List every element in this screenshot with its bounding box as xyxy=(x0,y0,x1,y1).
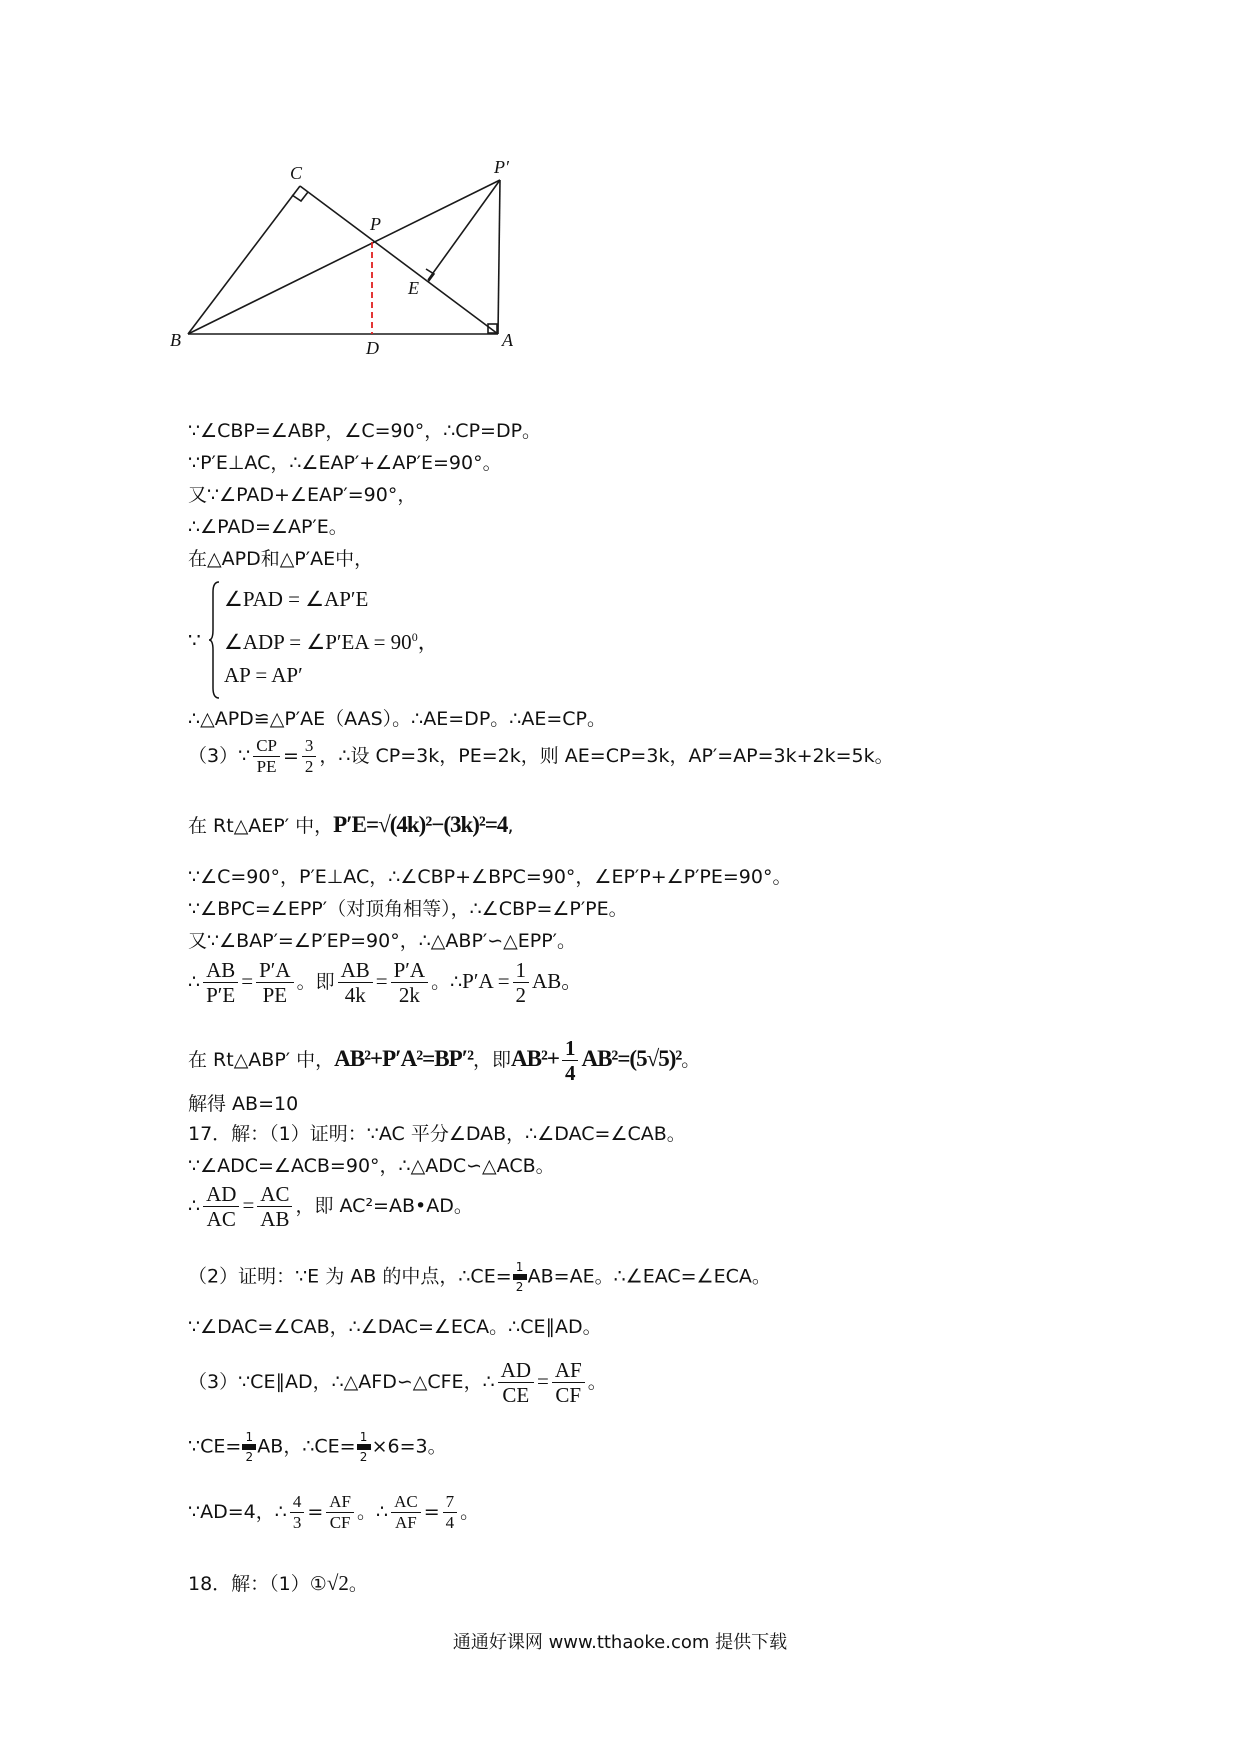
segment-P-prime-A xyxy=(498,180,500,334)
left-brace-icon xyxy=(208,580,220,700)
system-row-2: ∠ADP = ∠P′EA = $90^0$， xyxy=(224,630,439,654)
solution-line-21: ∵CE= 1 2 AB，∴CE= 1 2 ×6=3。 xyxy=(188,1430,447,1464)
segment-CA xyxy=(300,186,498,334)
solution-line-20: （3）∵CE∥AD，∴△AFD∽△CFE，∴ $\frac{AD}{CE}$ = $\frac{AF}{CF}$ 。 xyxy=(188,1358,607,1407)
label-E: E xyxy=(408,278,419,298)
solution-line-3: 又∵∠PAD+∠EAP′=90°， xyxy=(188,484,417,506)
solution-line-19: ∵∠DAC=∠CAB，∴∠DAC=∠ECA。∴CE∥AD。 xyxy=(188,1316,602,1338)
solution-line-8: 在 Rt△AEP′ 中，P′E=√(4k)²−(3k)²=4, xyxy=(188,812,514,837)
solution-line-5: 在△APD和△P′AE中， xyxy=(188,548,374,570)
solution-line-15: 17．解：（1）证明：∵AC 平分∠DAB，∴∠DAC=∠CAB。 xyxy=(188,1123,686,1145)
solution-line-13: 在 Rt△ABP′ 中，AB²+P′A²=BP′²，即AB²+ $\frac{1}{4}$ AB²=(5√5)²。 xyxy=(188,1036,701,1085)
geometry-figure xyxy=(170,157,600,405)
solution-line-14: 解得 AB=10 xyxy=(188,1093,299,1115)
solution-line-7: （3）∵ $\frac{CP}{PE}$ = $\frac{3}{2}$ ，∴设 CP=3k，PE=2k，则 AE=CP=3k，AP′=AP=3k+2k=5k。 xyxy=(188,736,894,776)
solution-line-17: ∴ $\frac{AD}{AC}$ = $\frac{AC}{AB}$ ，即 AC²=AB•AD。 xyxy=(188,1182,473,1231)
label-B: B xyxy=(170,330,181,350)
system-row-3: AP = AP′ xyxy=(224,663,303,687)
solution-line-10: ∵∠BPC=∠EPP′（对顶角相等），∴∠CBP=∠P′PE。 xyxy=(188,898,628,920)
solution-line-23: 18．解：（1）①√2。 xyxy=(188,1571,368,1595)
solution-line-2: ∵P′E⊥AC，∴∠EAP′+∠AP′E=90°。 xyxy=(188,452,502,474)
label-C: C xyxy=(290,163,303,183)
solution-line-11: 又∵∠BAP′=∠P′EP=90°，∴△ABP′∽△EPP′。 xyxy=(188,930,576,952)
label-D: D xyxy=(366,338,379,358)
solution-line-16: ∵∠ADC=∠ACB=90°，∴△ADC∽△ACB。 xyxy=(188,1155,555,1177)
solution-line-22: ∵AD=4，∴ $\frac{4}{3}$ = $\frac{AF}{CF}$ 。∴ $\frac{AC}{AF}$ = $\frac{7}{4}$ 。 xyxy=(188,1492,480,1532)
solution-line-4: ∴∠PAD=∠AP′E。 xyxy=(188,516,348,538)
because-symbol: ∵ xyxy=(188,628,201,652)
solution-line-6: ∴△APD≌△P′AE（AAS）。∴AE=DP。∴AE=CP。 xyxy=(188,708,607,730)
label-P-prime: P′ xyxy=(494,157,509,177)
label-A: A xyxy=(502,330,513,350)
label-P: P xyxy=(370,214,381,234)
solution-line-1: ∵∠CBP=∠ABP，∠C=90°，∴CP=DP。 xyxy=(188,420,542,442)
solution-line-12: ∴ $\frac{AB}{P'E}$ = $\frac{P'A}{PE}$ 。即 $\frac{AB}{4k}$ = $\frac{P'A}{2k}$ 。∴P′A = $\frac{1}{2}$ AB。 xyxy=(188,958,583,1007)
right-angle-E-icon xyxy=(426,269,434,282)
pythagoras-formula: P′E=√(4k)²−(3k)²=4 xyxy=(333,812,508,837)
segment-BC xyxy=(188,186,300,334)
solution-line-9: ∵∠C=90°，P′E⊥AC，∴∠CBP+∠BPC=90°，∠EP′P+∠P′PE=90°。 xyxy=(188,866,792,888)
segment-P-prime-E xyxy=(428,180,500,280)
pythagoras-formula-2: AB²+P′A²=BP′² xyxy=(334,1046,473,1071)
system-row-1: ∠PAD = ∠AP′E xyxy=(224,587,369,611)
segment-BP-prime xyxy=(188,180,500,334)
solution-line-18: （2）证明：∵E 为 AB 的中点，∴CE= 1 2 AB=AE。∴∠EAC=∠ECA。 xyxy=(188,1260,771,1294)
page-footer: 通通好课网 www.tthaoke.com 提供下载 xyxy=(452,1632,788,1653)
